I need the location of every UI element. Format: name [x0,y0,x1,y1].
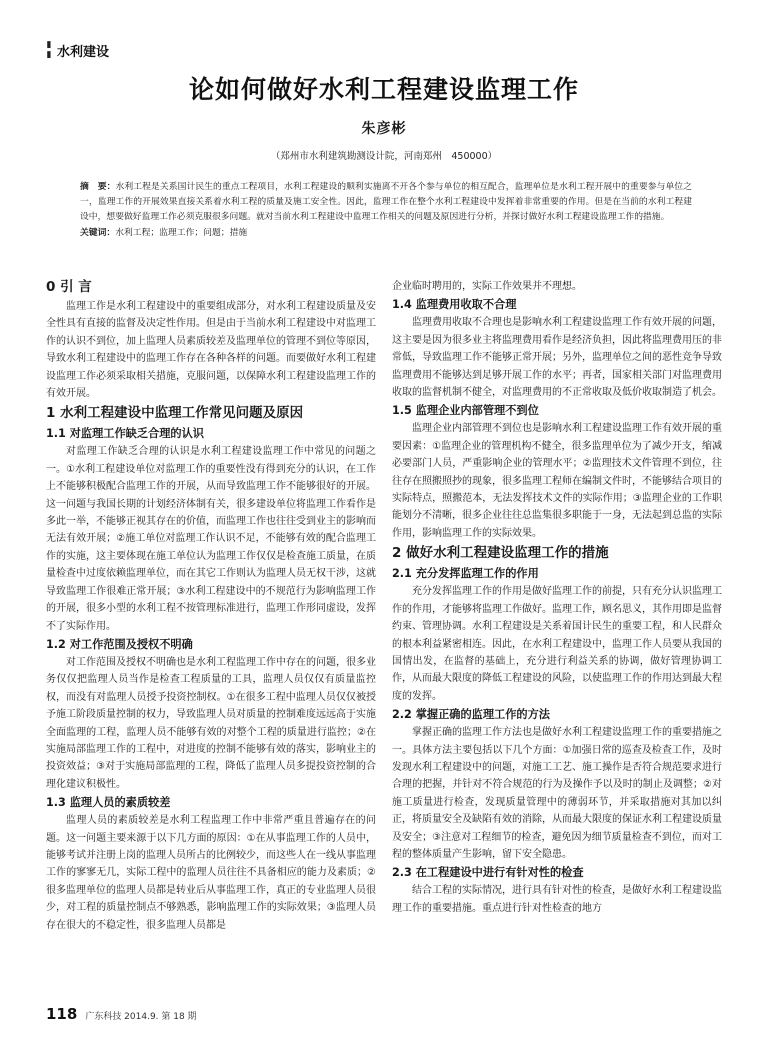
subsection-heading-1-3: 1.3 监理人员的素质较差 [46,796,171,810]
keywords-label: 关键词： [80,228,116,238]
keywords-line [80,226,692,241]
section-heading-1: 1 水利工程建设中监理工作常见问题及原因 [46,405,304,422]
subsection-heading-2-3: 2.3 在工程建设中进行有针对性的检查 [392,866,584,880]
keywords-text: 水利工程；监理工作；问题；措施 [115,228,248,238]
paragraph-1-2: 对工作范围及授权不明确也是水利工程监理工作中存在的问题，很多业务仅仅把监理人员当作是检查工程质量的工具，监理人员仅仅有质量监控权，而没有对监理人员授予投资控制权。①在很多工程中监理人员仅仅被授予施工阶段质量控制的权力，导致监理人员对质量的控制难度远远高于实施全面监理的工程，监理人员不能够有效的对整个工程的质量进行监控；②在实施局部监理工作的工程中，对进度的控制不能够有效的落实，影响业主的投资效益；③对于实施局部监理的工程，降低了监理人员多提投资控制的合理化建议积极性。 [46,656,376,790]
subsection-heading-1-1: 1.1 对监理工作缺乏合理的认识 [46,427,204,441]
abstract-block [80,180,692,241]
paragraph-2-1: 充分发挥监理工作的作用是做好监理工作的前提，只有充分认识监理工作的作用，才能够将监理工作做好。监理工作，顾名思义，其作用即是监督约束、管理协调。水利工程建设是关系着国计民生的重要工程，和人民群众的根本利益紧密相连。因此，在水利工程建设中，监理工作人员要从我国的国情出发，在监督的基础上，充分进行利益关系的协调，做好管理协调工作，从而最大限度的降低工程建设的风险，以使监理工作的作用达到最大程度的发挥。 [392,586,722,702]
subsection-heading-1-5: 1.5 监理企业内部管理不到位 [392,404,539,418]
paragraph-continued: 企业临时聘用的，实际工作效果并不理想。 [392,281,582,292]
section-label [44,40,109,60]
abstract-paragraph [80,180,692,225]
paragraph-2-3: 结合工程的实际情况，进行具有针对性的检查，是做好水利工程建设监理工作的重要措施。重点进行针对性检查的地方 [392,885,722,914]
page-footer [46,1005,197,1023]
subsection-heading-1-4: 1.4 监理费用收取不合理 [392,298,517,312]
article-author: 朱彦彬 [361,121,407,137]
section-name: 水利建设 [57,44,110,60]
section-heading-0: 0 引 言 [46,279,92,295]
paragraph-intro: 监理工作是水利工程建设中的重要组成部分，对水利工程建设质量及安全性具有直接的监督及决定性作用。但是由于当前水利工程建设中对监理工作的认识不到位，加上监理人员素质较差及监理单位的管理不到位等原因，导致水利工程建设中的监理工作存在各种各样的问题。而要做好水利工程建设监理工作必须采取相关措施，克服问题，以保障水利工程建设监理工作的有效开展。 [46,301,376,400]
right-column [392,278,722,917]
subsection-heading-2-2: 2.2 掌握正确的监理工作的方法 [392,708,550,722]
article-title: 论如何做好水利工程建设监理工作 [188,75,579,104]
journal-info: 广东科技 2014.9. 第 18 期 [85,1012,197,1022]
author-affiliation: （郑州市水利建筑勘测设计院，河南郑州 450000） [270,151,498,162]
section-marker-icon: ▮▮ [44,40,54,60]
subsection-heading-2-1: 2.1 充分发挥监理工作的作用 [392,567,539,581]
paragraph-1-4: 监理费用收取不合理也是影响水利工程建设监理工作有效开展的问题，这主要是因为很多业主将监理费用看作是经济负担，因此将监理费用压的非常低，导致监理工作不能够正常开展；另外，监理单位之间的恶性竞争导致监理费用不能够达到足够开展工作的水平；再者，国家相关部门对监理费用收取的监督机制不健全，对监理费用的不正常收取及低价收取制造了机会。 [392,317,722,399]
paragraph-1-1: 对监理工作缺乏合理的认识是水利工程建设监理工作中常见的问题之一。①水利工程建设单位对监理工作的重要性没有得到充分的认识，在工作上不能够积极配合监理工作的开展，从而导致监理工作不能够很好的开展。这一问题与我国长期的计划经济体制有关，很多建设单位将监理工作看作是多此一举，不能够正视其存在的价值，而监理工作也往往受到业主的影响而无法有效开展；②施工单位对监理工作认识不足，不能够有效的配合监理工作的实施，这主要体现在施工单位认为监理工作仅仅是检查施工质量，在质量检查中过度依赖监理单位，而在其它工作则认为监理人员无权干涉，这就导致监理工作很难正常开展；③水利工程建设中的不规范行为影响监理工作的开展，很多小型的水利工程不按管理标准进行，监理工作形同虚设，发挥不了实际作用。 [46,446,376,632]
abstract-label: 摘 要： [80,182,116,192]
paragraph-1-3: 监理人员的素质较差是水利工程监理工作中非常严重且普遍存在的问题。这一问题主要来源于以下几方面的原因：①在从事监理工作的人员中，能够考试并注册上岗的监理人员所占的比例较少，而这些人在一线从事监理工作的寥寥无几，实际工程中的监理人员往往不具备相应的能力及素质；②很多监理单位的监理人员都是转业后从事监理工作，真正的专业监理人员很少，对工程的质量控制点不够熟悉，影响监理工作的实际效果；③监理人员存在很大的不稳定性，很多监理人员都是 [46,815,376,931]
abstract-text: 水利工程是关系国计民生的重点工程项目，水利工程建设的顺利实施离不开各个参与单位的相互配合，监理单位是水利工程开展中的重要参与单位之一，监理工作的开展效果直接关系着水利工程的质量及施工安全性。因此，监理工作在整个水利工程建设中发挥着非常重要的作用。但是在当前的水利工程建设中，想要做好监理工作必须克服很多问题。就对当前水利工程建设中监理工作相关的问题及原因进行分析，并探讨做好水利工程建设监理工作的措施。 [80,182,692,222]
left-column [46,276,376,934]
page-number: 118 [46,1005,78,1023]
paragraph-2-2: 掌握正确的监理工作方法也是做好水利工程建设监理工作的重要措施之一。具体方法主要包括以下几个方面：①加强日常的巡查及检查工作，及时发现水利工程建设中的问题，对施工工艺、施工操作是否符合规范要求进行合理的把握，并针对不符合规范的行为及操作予以及时的制止及调整；②对施工质量进行检查，发现质量管理中的薄弱环节，并采取措施对其加以纠正，将质量安全及缺陷有效的消除，从而最大限度的保证水利工程建设质量及安全；③注意对工程细节的检查，避免因为细节质量检查不到位，而对工程的整体质量产生影响，留下安全隐患。 [392,727,722,860]
section-heading-2: 2 做好水利工程建设监理工作的措施 [392,545,609,562]
subsection-heading-1-2: 1.2 对工作范围及授权不明确 [46,637,193,651]
paragraph-1-5: 监理企业内部管理不到位也是影响水利工程建设监理工作有效开展的重要因素：①监理企业的管理机构不健全，很多监理单位为了减少开支，缩减必要部门人员，严重影响企业的管理水平；②监理技术文件管理不到位，往往存在照搬照抄的现象，很多监理工程师在编制文件时，不能够结合项目的实际特点，照搬范本，无法发挥技术文件的实际作用；③监理企业的工作职能划分不清晰，很多企业往往总监集很多职能于一身，无法起到总监的实际作用，影响监理工作的实际效果。 [392,423,722,539]
